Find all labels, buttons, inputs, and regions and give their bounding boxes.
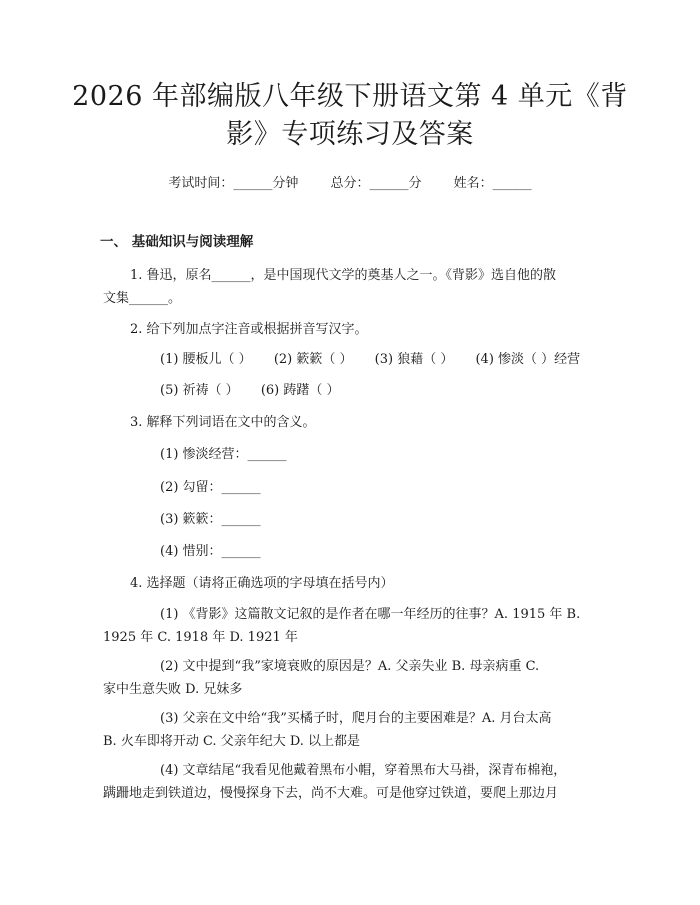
q4-choice-1-line-2: 1925 年 C. 1918 年 D. 1921 年 [103, 630, 298, 645]
page-title [70, 78, 630, 154]
q2-option: (2) 簌簌（ ） [273, 352, 353, 367]
q2-stem: 2. 给下列加点字注音或根据拼音写汉字。 [130, 322, 368, 337]
q2-option: (3) 狼藉（ ） [374, 352, 454, 367]
q1-line-2: 文集______。 [103, 291, 182, 306]
title-line-1: 2026 年部编版八年级下册语文第 4 单元《背 [72, 81, 628, 112]
q1-line-1: 1. 鲁迅，原名______，是中国现代文学的奠基人之一。《背影》选自他的散 [130, 268, 557, 283]
q4-choice-2-line-2: 家中生意失败 D. 兄妹多 [103, 682, 243, 697]
q4-choice-3-line-1: (3) 父亲在文中给“我”买橘子时，爬月台的主要困难是？A. 月台太高 [160, 711, 552, 726]
q2-option: (5) 祈祷（ ） [160, 383, 239, 398]
exam-meta [0, 172, 700, 191]
q2-row-2 [160, 379, 358, 398]
title-line-2: 影》专项练习及答案 [226, 119, 474, 150]
q4-choice-4-line-2: 蹒跚地走到铁道边，慢慢探身下去，尚不大难。可是他穿过铁道，要爬上那边月 [103, 786, 559, 801]
q2-option: (4) 惨淡（ ）经营 [475, 352, 581, 367]
q4-choice-2-line-1: (2) 文中提到“我”家境衰败的原因是？A. 父亲失业 B. 母亲病重 C. [160, 659, 540, 674]
q2-option: (6) 踌躇（ ） [260, 383, 340, 398]
exam-time: 考试时间：______分钟 [168, 176, 299, 191]
q4-stem: 4. 选择题（请将正确选项的字母填在括号内） [130, 576, 394, 591]
q3-item: (4) 惜别：______ [160, 544, 261, 559]
section-heading: 一、 基础知识与阅读理解 [100, 234, 254, 250]
q3-item: (2) 勾留：______ [160, 480, 261, 495]
q3-item: (1) 惨淡经营：______ [160, 447, 287, 462]
q3-stem: 3. 解释下列词语在文中的含义。 [130, 415, 316, 430]
q3-item: (3) 簌簌：______ [160, 512, 261, 527]
exam-score: 总分：______分 [330, 176, 422, 191]
q4-choice-1-line-1: (1) 《背影》这篇散文记叙的是作者在哪一年经历的往事？A. 1915 年 B. [160, 607, 581, 622]
q4-choice-4-line-1: (4) 文章结尾“我看见他戴着黑布小帽，穿着黑布大马褂，深青布棉袍， [160, 763, 567, 778]
q2-row-1 [160, 348, 598, 367]
q4-choice-3-line-2: B. 火车即将开动 C. 父亲年纪大 D. 以上都是 [103, 734, 361, 749]
q2-option: (1) 腰板儿（ ） [160, 352, 252, 367]
exam-name: 姓名：______ [453, 176, 532, 191]
